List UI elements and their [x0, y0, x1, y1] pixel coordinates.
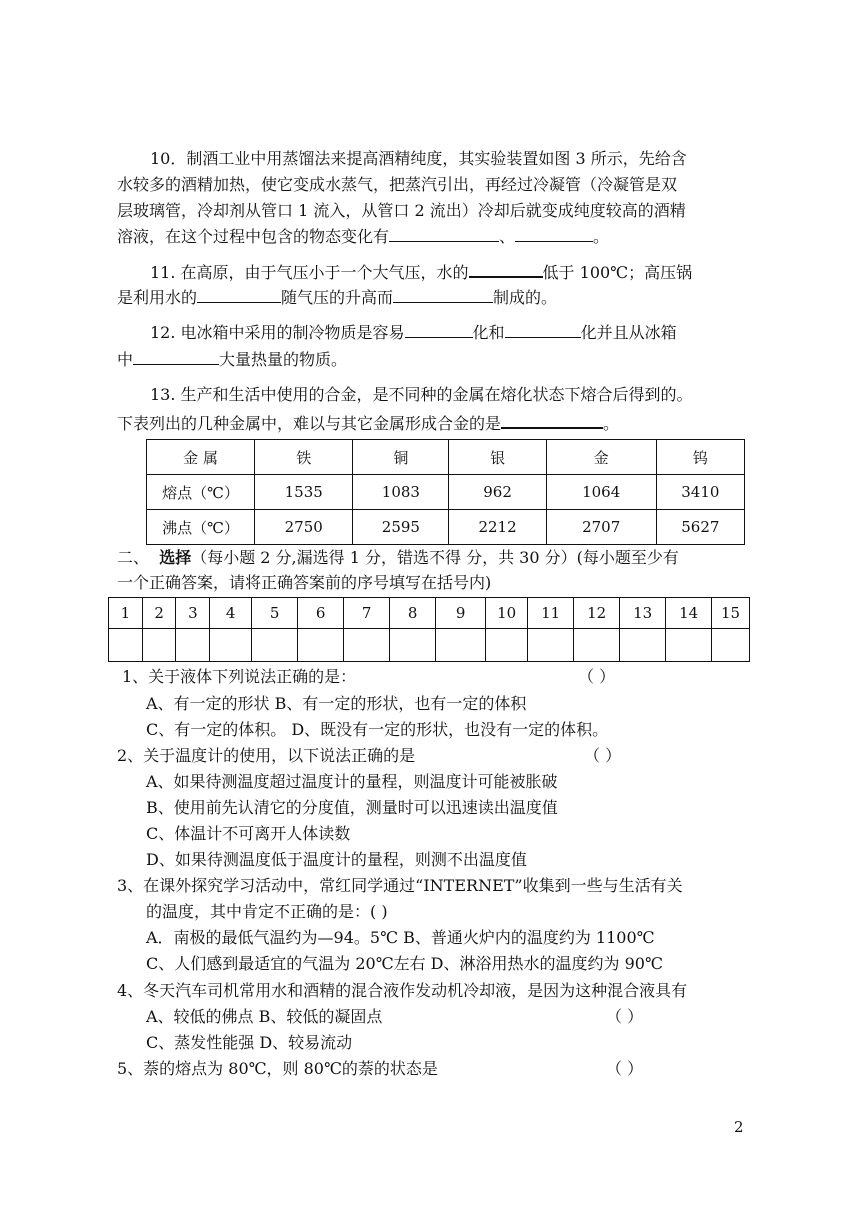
answer-number: 12: [574, 598, 620, 629]
metal-table-header-row: [147, 440, 745, 475]
q11-text: 随气压的升高而: [281, 288, 394, 307]
q11-text: 11. 在高原，由于气压小于一个大气压，水的: [150, 263, 469, 282]
q10-line3: 层玻璃管，冷却剂从管口 1 流入，从管口 2 流出）冷却后就变成纯度较高的酒精: [117, 201, 686, 220]
answer-blank[interactable]: [469, 262, 543, 278]
answer-cell[interactable]: [574, 629, 620, 662]
answer-blank[interactable]: [197, 288, 281, 303]
table-cell: 1083: [353, 475, 449, 510]
section-title: 选择: [159, 548, 192, 567]
answer-cell[interactable]: [142, 629, 176, 662]
q13-line1: 13. 生产和生活中使用的合金，是不同种的金属在熔化状态下熔合后得到的。: [150, 385, 693, 404]
answer-blank[interactable]: [501, 413, 603, 429]
answer-cell[interactable]: [666, 629, 712, 662]
choice2-option-b: B、使用前先认清它的分度值，测量时可以迅速读出温度值: [146, 798, 558, 817]
q10-line4: [117, 227, 609, 247]
answer-number: 1: [109, 598, 143, 629]
q12-line2: [117, 350, 347, 370]
table-cell: 银: [449, 440, 546, 475]
q13-line2: [117, 413, 619, 434]
period: 。: [593, 227, 610, 246]
answer-cell[interactable]: [528, 629, 574, 662]
answer-number: 4: [210, 598, 252, 629]
section-instructions: （每小题 2 分,漏选得 1 分，错选不得 分，共 30 分）(每小题至少有: [191, 548, 679, 567]
q12-text: 中: [117, 350, 134, 369]
table-cell: 1535: [255, 475, 353, 510]
table-cell: 金: [546, 440, 656, 475]
answer-number: 8: [390, 598, 436, 629]
table-cell: 2707: [546, 510, 656, 545]
answer-grid-numbers: [109, 598, 750, 629]
q12-text: 化和: [472, 323, 505, 342]
section2-heading: [117, 548, 679, 568]
q12-text: 大量热量的物质。: [219, 350, 348, 369]
table-cell: 2212: [449, 510, 546, 545]
answer-blank[interactable]: [405, 323, 473, 338]
choice2-option-c: C、体温计不可离开人体读数: [146, 824, 351, 843]
table-cell: 沸点（℃）: [147, 510, 255, 545]
table-cell: 5627: [656, 510, 744, 545]
q13-text: 下表列出的几种金属中，难以与其它金属形成合金的是: [117, 414, 502, 433]
table-cell: 金 属: [147, 440, 255, 475]
answer-parentheses[interactable]: （ ）: [578, 667, 616, 686]
answer-parentheses[interactable]: （ ）: [584, 746, 622, 765]
answer-number: 10: [486, 598, 528, 629]
choice4-stem: 4、冬天汽车司机常用水和酒精的混合液作发动机冷却液，是因为这种混合液具有: [117, 981, 688, 1000]
separator: 、: [499, 227, 516, 246]
table-row: [147, 475, 745, 510]
answer-cell[interactable]: [712, 629, 750, 662]
table-cell: 2750: [255, 510, 353, 545]
choice3-stem-cont: 的温度，其中肯定不正确的是：( ): [146, 902, 388, 921]
section2-instructions: 一个正确答案，请将正确答案前的序号填写在括号内): [117, 573, 492, 592]
answer-number: 3: [176, 598, 210, 629]
answer-parentheses[interactable]: （ ）: [606, 1007, 644, 1026]
answer-cell[interactable]: [298, 629, 344, 662]
answer-cell[interactable]: [344, 629, 390, 662]
q10-line1: 10．制酒工业中用蒸馏法来提高酒精纯度，其实验装置如图 3 所示，先给含: [150, 149, 687, 168]
answer-grid: [108, 597, 750, 662]
choice3-stem: 3、在课外探究学习活动中，常红同学通过“INTERNET”收集到一些与生活有关: [117, 876, 683, 895]
table-cell: 钨: [656, 440, 744, 475]
answer-blank[interactable]: [133, 350, 219, 365]
answer-cell[interactable]: [176, 629, 210, 662]
answer-number: 9: [436, 598, 486, 629]
q11-text: 制成的。: [493, 288, 558, 307]
q11-text: 低于 100℃；高压锅: [542, 263, 693, 282]
answer-number: 13: [620, 598, 666, 629]
answer-cell[interactable]: [109, 629, 143, 662]
q12-line1: [150, 323, 677, 343]
answer-number: 15: [712, 598, 750, 629]
answer-cell[interactable]: [210, 629, 252, 662]
answer-parentheses[interactable]: （ ）: [606, 1059, 644, 1078]
answer-grid-blanks: [109, 629, 750, 662]
section-number: 二、: [117, 548, 150, 567]
answer-blank[interactable]: [389, 227, 499, 242]
choice1-options-cd: C、有一定的体积。 D、既没有一定的形状，也没有一定的体积。: [146, 720, 609, 739]
answer-cell[interactable]: [390, 629, 436, 662]
choice1-options-ab: A、有一定的形状 B、有一定的形状，也有一定的体积: [146, 694, 527, 713]
choice3-options-cd: C、人们感到最适宜的气温为 20℃左右 D、淋浴用热水的温度约为 90℃: [146, 954, 663, 973]
answer-blank[interactable]: [515, 227, 593, 242]
table-cell: 962: [449, 475, 546, 510]
answer-number: 2: [142, 598, 176, 629]
table-cell: 1064: [546, 475, 656, 510]
answer-number: 14: [666, 598, 712, 629]
table-cell: 2595: [353, 510, 449, 545]
page-number: 2: [734, 1118, 744, 1136]
answer-number: 5: [252, 598, 298, 629]
choice2-option-d: D、如果待测温度低于温度计的量程，则测不出温度值: [146, 850, 527, 869]
q11-line2: [117, 288, 557, 308]
answer-blank[interactable]: [393, 288, 493, 303]
q10-line2: 水较多的酒精加热，使它变成水蒸气，把蒸汽引出，再经过冷凝管（冷凝管是双: [117, 175, 678, 194]
choice2-stem: 2、关于温度计的使用，以下说法正确的是: [117, 746, 416, 765]
metal-table: [146, 439, 745, 545]
answer-number: 7: [344, 598, 390, 629]
table-cell: 熔点（℃）: [147, 475, 255, 510]
choice1-stem: 1、关于液体下列说法正确的是：: [122, 667, 357, 686]
q10-text: 溶液，在这个过程中包含的物态变化有: [117, 227, 390, 246]
table-row: [147, 510, 745, 545]
answer-number: 6: [298, 598, 344, 629]
answer-cell[interactable]: [486, 629, 528, 662]
choice4-options-ab: A、较低的佛点 B、较低的凝固点: [146, 1007, 383, 1026]
answer-blank[interactable]: [505, 323, 581, 338]
q11-line1: [150, 262, 692, 283]
table-cell: 铁: [255, 440, 353, 475]
table-cell: 3410: [656, 475, 744, 510]
choice5-stem: 5、萘的熔点为 80℃，则 80℃的萘的状态是: [117, 1059, 438, 1078]
answer-cell[interactable]: [436, 629, 486, 662]
answer-number: 11: [528, 598, 574, 629]
answer-cell[interactable]: [252, 629, 298, 662]
choice3-options-ab: A．南极的最低气温约为—94。5℃ B、普通火炉内的温度约为 1100℃: [146, 928, 655, 947]
q12-text: 化并且从冰箱: [580, 323, 677, 342]
choice2-option-a: A、如果待测温度超过温度计的量程，则温度计可能被胀破: [146, 772, 558, 791]
q12-text: 12. 电冰箱中采用的制冷物质是容易: [150, 323, 405, 342]
table-cell: 铜: [353, 440, 449, 475]
answer-cell[interactable]: [620, 629, 666, 662]
choice4-options-cd: C、蒸发性能强 D、较易流动: [146, 1033, 353, 1052]
q11-text: 是利用水的: [117, 288, 198, 307]
period: 。: [603, 414, 620, 433]
